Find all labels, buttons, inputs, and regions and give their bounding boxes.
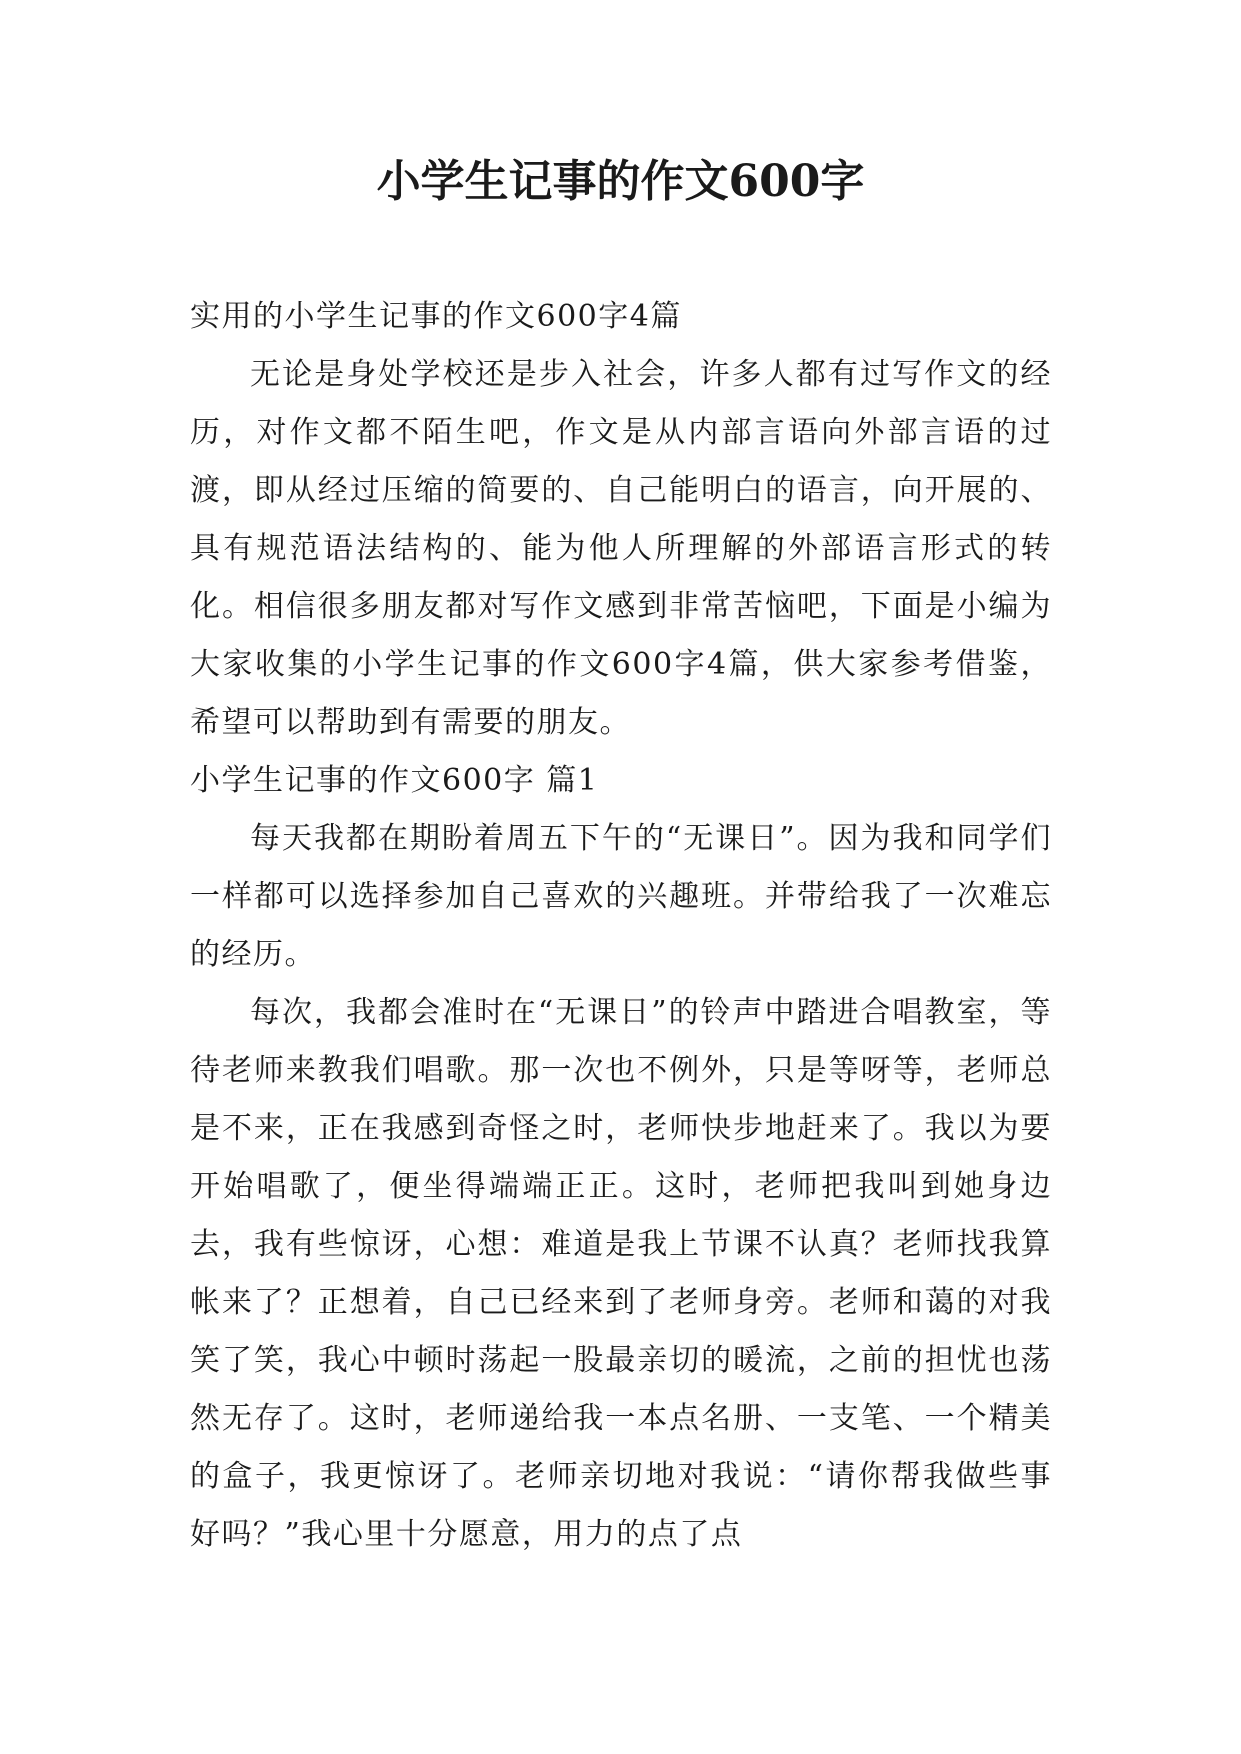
intro-paragraph: 无论是身处学校还是步入社会，许多人都有过写作文的经历，对作文都不陌生吧，作文是从内部言语向外部言语的过渡，即从经过压缩的简要的、自己能明白的语言，向开展的、具有规范语法结构的、能为他人所理解的外部语言形式的转化。相信很多朋友都对写作文感到非常苦恼吧，下面是小编为大家收集的小学生记事的作文600字4篇，供大家参考借鉴，希望可以帮助到有需要的朋友。 <box>190 357 1052 740</box>
document-subtitle: 实用的小学生记事的作文600字4篇 <box>190 299 682 334</box>
document-body <box>190 288 1052 1564</box>
section-heading: 小学生记事的作文600字 篇1 <box>190 763 599 798</box>
document-title: 小学生记事的作文600字 <box>376 156 865 207</box>
body-paragraph: 每天我都在期盼着周五下午的“无课日”。因为我和同学们一样都可以选择参加自己喜欢的兴趣班。并带给我了一次难忘的经历。 <box>190 821 1052 972</box>
body-paragraph: 每次，我都会准时在“无课日”的铃声中踏进合唱教室，等待老师来教我们唱歌。那一次也不例外，只是等呀等，老师总是不来，正在我感到奇怪之时，老师快步地赶来了。我以为要开始唱歌了，便坐得端端正正。这时，老师把我叫到她身边去，我有些惊讶，心想：难道是我上节课不认真？老师找我算帐来了？正想着，自己已经来到了老师身旁。老师和蔼的对我笑了笑，我心中顿时荡起一股最亲切的暖流，之前的担忧也荡然无存了。这时，老师递给我一本点名册、一支笔、一个精美的盒子，我更惊讶了。老师亲切地对我说：“请你帮我做些事好吗？”我心里十分愿意，用力的点了点 <box>190 995 1052 1552</box>
